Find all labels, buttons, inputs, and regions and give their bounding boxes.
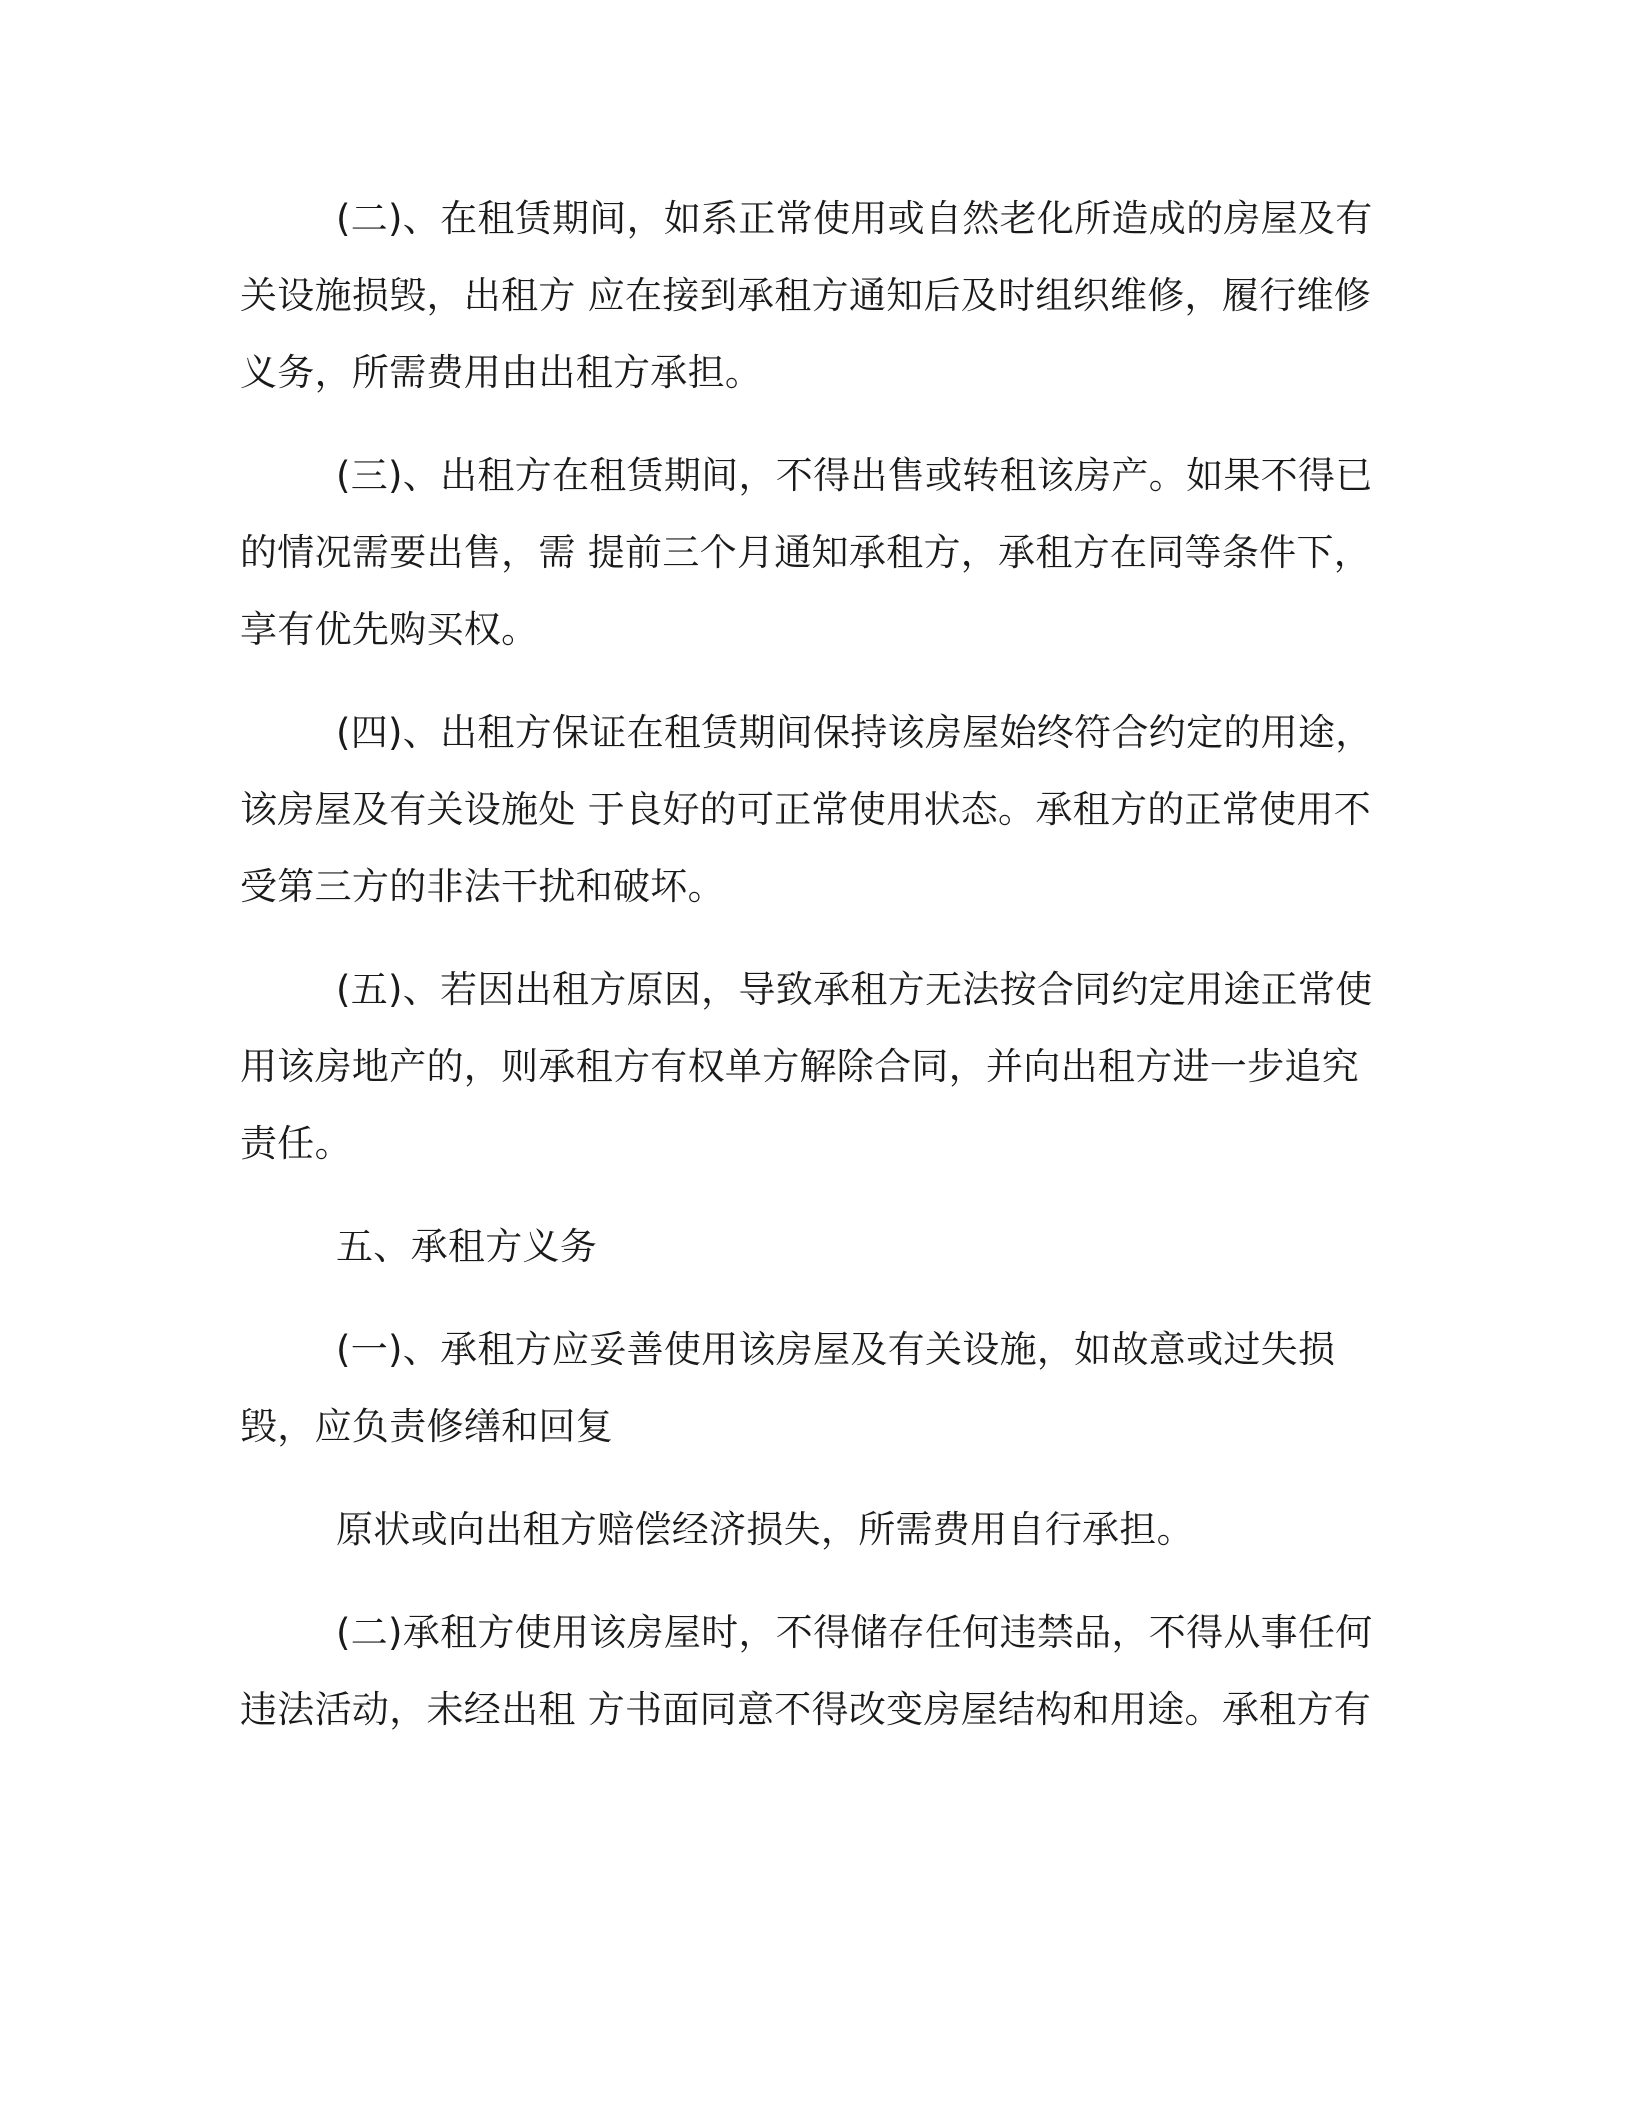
- clause-paragraph: (一)、承租方应妥善使用该房屋及有关设施，如故意或过失损毁，应负责修缮和回复: [240, 1328, 1336, 1448]
- clause-paragraph: (五)、若因出租方原因，导致承租方无法按合同约定用途正常使用该房地产的，则承租方有权单方解除合同，并向出租方进一步追究责任。: [240, 968, 1373, 1165]
- document-body: [240, 180, 1390, 1774]
- section-heading: 五、承租方义务: [336, 1225, 598, 1268]
- clause-paragraph: (四)、出租方保证在租赁期间保持该房屋始终符合约定的用途，该房屋及有关设施处 于良好的可正常使用状态。承租方的正常使用不受第三方的非法干扰和破坏。: [240, 711, 1373, 908]
- clause-paragraph: (三)、出租方在租赁期间，不得出售或转租该房产。如果不得已的情况需要出售，需 提前三个月通知承租方，承租方在同等条件下，享有优先购买权。: [240, 454, 1373, 651]
- clause-paragraph: 原状或向出租方赔偿经济损失，所需费用自行承担。: [336, 1508, 1194, 1551]
- clause-paragraph: (二)、在租赁期间，如系正常使用或自然老化所造成的房屋及有关设施损毁，出租方 应在接到承租方通知后及时组织维修，履行维修义务，所需费用由出租方承担。: [240, 197, 1373, 394]
- clause-paragraph: (二)承租方使用该房屋时，不得储存任何违禁品，不得从事任何违法活动，未经出租 方书面同意不得改变房屋结构和用途。承租方有: [240, 1611, 1373, 1731]
